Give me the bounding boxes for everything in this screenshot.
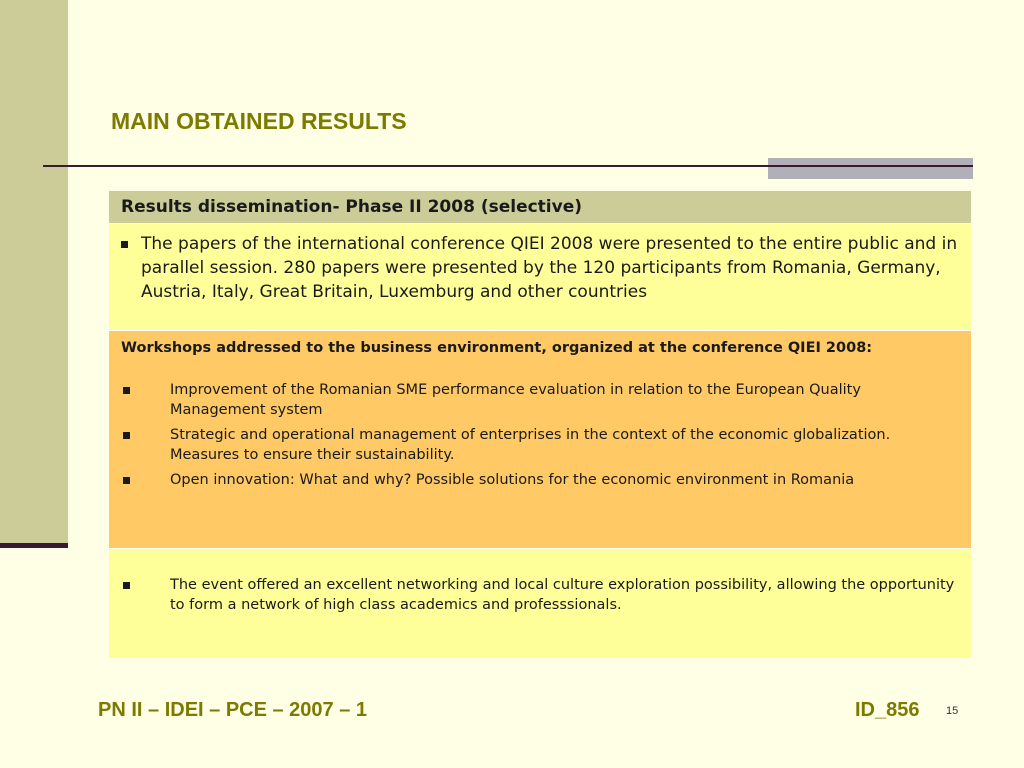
square-bullet-icon <box>121 241 128 248</box>
list-item <box>121 380 959 420</box>
list-item <box>121 575 959 615</box>
slide-title: MAIN OBTAINED RESULTS <box>111 108 407 134</box>
page-number: 15 <box>946 705 959 717</box>
square-bullet-icon <box>123 432 130 439</box>
left-band-divider <box>0 543 68 548</box>
workshops-heading: Workshops addressed to the business environment, organized at the conference QIEI 2008: <box>121 340 873 356</box>
event-text: The event offered an excellent networking and local culture exploration possibility, allowing the opportunity to form a network of high class academics and professsionals. <box>170 577 955 613</box>
square-bullet-icon <box>123 582 130 589</box>
intro-text: The papers of the international conference QIEI 2008 were presented to the entire public and in parallel session. 280 papers were presented by the 120 participants from Romania, Germany, Austria, Italy, Great Britain, Luxemburg and other countries <box>141 234 958 302</box>
table-header-text: Results dissemination- Phase II 2008 (selective) <box>121 197 583 217</box>
workshops-list <box>121 380 959 490</box>
footer-project-code: PN II – IDEI – PCE – 2007 – 1 <box>98 699 368 721</box>
square-bullet-icon <box>123 387 130 394</box>
list-item <box>121 470 959 490</box>
workshop-text: Strategic and operational management of enterprises in the context of the economic globalization. Measures to ensure their sustainability. <box>170 427 891 463</box>
table-header-row <box>109 191 971 224</box>
event-row <box>109 549 971 658</box>
list-item <box>121 232 959 304</box>
results-table <box>109 191 971 658</box>
workshops-row <box>109 331 971 549</box>
list-item <box>121 425 959 465</box>
workshop-text: Improvement of the Romanian SME performance evaluation in relation to the European Quality Management system <box>170 382 861 418</box>
footer-project-id: ID_856 <box>855 699 920 721</box>
intro-row <box>109 224 971 331</box>
left-decorative-band <box>0 0 68 546</box>
square-bullet-icon <box>123 477 130 484</box>
title-divider-accent <box>768 158 973 179</box>
workshop-text: Open innovation: What and why? Possible solutions for the economic environment in Romania <box>170 472 855 488</box>
